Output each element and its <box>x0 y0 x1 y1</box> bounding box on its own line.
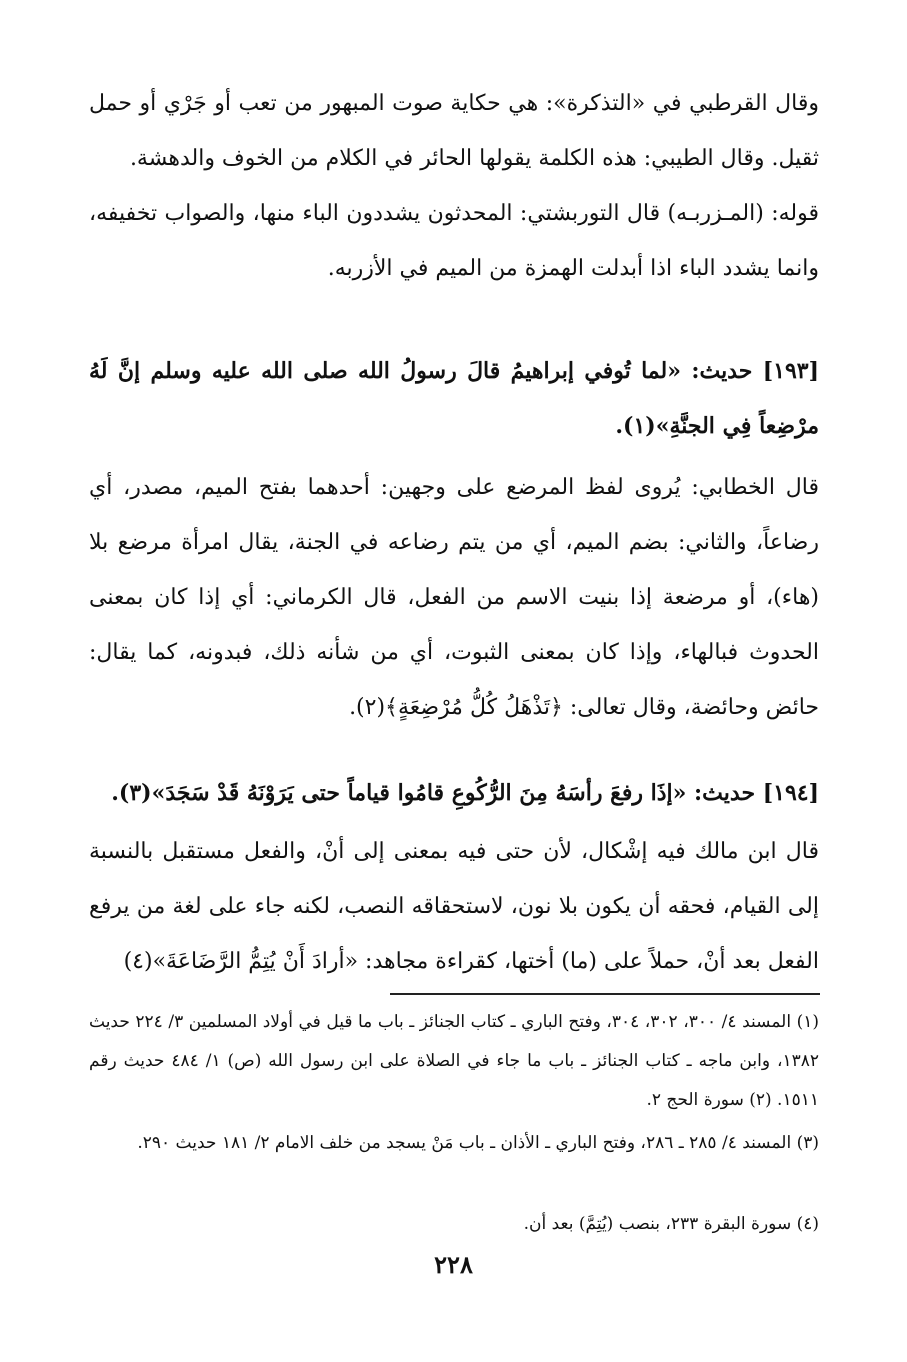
hadith-193-heading: [١٩٣] حديث: «لما تُوفي إبراهيمُ قالَ رسولُ الله صلى الله عليه وسلم إنَّ لَهُ مرْضِعاً فِي الجنَّةِ»(١). <box>89 358 819 439</box>
footnote-4: (٤) سورة البقرة ٢٣٣، بنصب (يُتِمَّ) بعد أن. <box>523 1214 819 1234</box>
footnote-divider <box>390 993 820 995</box>
paragraph-qurtubi: وقال القرطبي في «التذكرة»: هي حكاية صوت المبهور من تعب أو جَرْي أو حمل ثقيل. وقال الطيبي: هذه الكلمة يقولها الحائر في الكلام من الخوف والدهشة. <box>89 91 819 171</box>
paragraph-ibn-malik: قال ابن مالك فيه إشْكال، لأن حتى فيه بمعنى إلى أنْ، والفعل مستقبل بالنسبة إلى القيام، فحقه أن يكون بلا نون، لاستحقاقه النصب، لكنه جاء على لغة من يرفع الفعل بعد أنْ، حملاً على (ما) أختها، كقراءة مجاهد: «أرادَ أَنْ يُتِمُّ الرَّضَاعَةَ»(٤) <box>89 839 819 974</box>
page-number: ٢٢٨ <box>434 1250 473 1279</box>
paragraph-mirzaba: قوله: (المـزربـه) قال التوربشتي: المحدثون يشددون الباء منها، والصواب تخفيفه، وانما يشدد الباء اذا أبدلت الهمزة من الميم في الأزربه. <box>89 201 819 281</box>
paragraph-khattabi: قال الخطابي: يُروى لفظ المرضع على وجهين: أحدهما بفتح الميم، مصدر، أي رضاعاً، والثاني: بضم الميم، أي من يتم رضاعه في الجنة، يقال امرأة مرضع بلا (هاء)، أو مرضعة إذا بنيت الاسم من الفعل، قال الكرماني: أي إذا كان بمعنى الحدوث فبالهاء، وإذا كان بمعنى الثبوت، أي من شأنه ذلك، فبدونه، كما يقال: حائض وحائضة، وقال تعالى: ﴿تَذْهَلُ كُلُّ مُرْضِعَةٍ﴾(٢). <box>89 475 819 720</box>
footnote-3: (٣) المسند ٤/ ٢٨٥ ـ ٢٨٦، وفتح الباري ـ الأذان ـ باب مَنْ يسجد من خلف الامام ٢/ ١٨١ حديث ٢٩٠. <box>137 1133 819 1153</box>
footnote-1-2: (١) المسند ٤/ ٣٠٠، ٣٠٢، ٣٠٤، وفتح الباري ـ كتاب الجنائز ـ باب ما قيل في أولاد المسلمين ٣/ ٢٢٤ حديث ١٣٨٢، وابن ماجه ـ كتاب الجنائز ـ باب ما جاء في الصلاة على ابن رسول الله (ص) ١/ ٤٨٤ حديث رقم ١٥١١. (٢) سورة الحج ٢. <box>89 1012 820 1110</box>
hadith-194-heading: [١٩٤] حديث: «إذَا رفعَ رأسَهُ مِنَ الرُّكُوعِ قامُوا قياماً حتى يَرَوْنَهُ قَدْ سَجَدَ»(٣). <box>111 780 819 806</box>
